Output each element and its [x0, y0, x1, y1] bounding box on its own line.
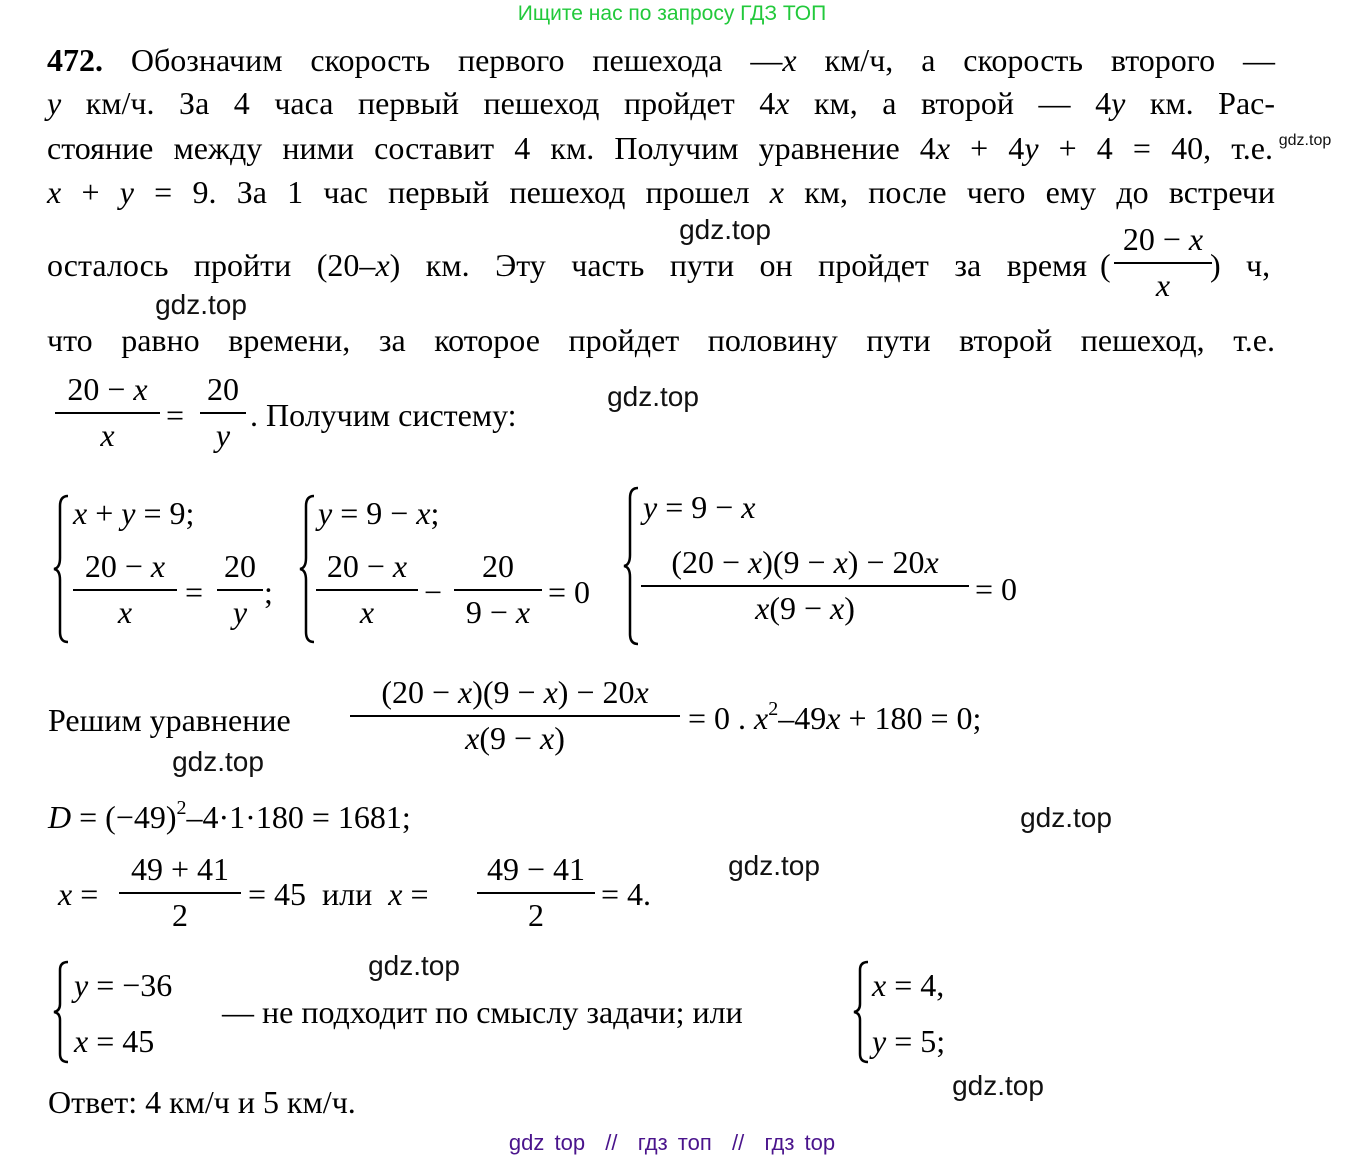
fraction [217, 549, 263, 629]
system2-row1 [318, 493, 439, 533]
text-line-3 [47, 128, 1273, 168]
answer: Ответ: 4 км/ч и 5 км/ч. [48, 1084, 356, 1120]
fraction-bar [454, 589, 542, 591]
text-segment: стояние между ними составит 4 км. Получим уравнение 4 [47, 130, 936, 166]
variable: D [48, 799, 72, 835]
text-segment: ) км. Эту часть пути он пройдет за время [389, 247, 1088, 283]
numerator [1121, 222, 1205, 256]
variable: x [458, 674, 473, 710]
variable: x [1155, 267, 1171, 303]
system1-row1 [73, 493, 194, 533]
fraction-right [200, 372, 246, 452]
fraction-bar [641, 585, 969, 587]
variable: y [121, 495, 136, 531]
text-line-6 [47, 320, 1275, 360]
variable: x [117, 594, 133, 630]
text-line-5 [47, 245, 1087, 285]
paren-open: ( [1100, 247, 1111, 283]
solve-label: Решим уравнение [48, 702, 291, 738]
variable: y [74, 967, 89, 1003]
denominator [466, 595, 530, 629]
variable: x [540, 720, 555, 756]
variable: y [318, 495, 333, 531]
variable: x [73, 495, 88, 531]
variable: y [1024, 130, 1039, 166]
problem-number: 472. [47, 42, 103, 78]
text-segment: км/ч. За 4 часа первый пешеход пройдет 4 [61, 85, 776, 121]
variable: x [58, 876, 73, 912]
fraction [454, 549, 542, 629]
quadratic-equation [688, 698, 981, 738]
text-segment: 9 − [465, 594, 516, 630]
denominator: 2 [172, 897, 188, 933]
equals-zero: = 0 [975, 571, 1018, 607]
minus-sign: − [424, 574, 443, 610]
text-segment: осталось пройти (20– [47, 247, 376, 283]
unit-hours: ч, [1246, 247, 1271, 283]
text-segment: ) − 20 [847, 544, 925, 580]
watermark: gdz.top [172, 746, 264, 777]
text-line-4 [47, 172, 1275, 212]
variable: x [924, 544, 939, 580]
text-segment: км/ч, а скорость второго — [796, 42, 1276, 78]
watermark: gdz.top [1278, 132, 1332, 149]
system5-row1 [872, 965, 944, 1005]
brace-icon [52, 494, 72, 644]
variable: x [830, 590, 845, 626]
fraction-bar [477, 892, 595, 894]
variable: x [754, 700, 769, 736]
brace-icon [852, 960, 872, 1064]
fraction-time [1114, 222, 1212, 302]
variable: x [100, 417, 115, 453]
text-segment: (20 − [671, 544, 749, 580]
text-segment: + [61, 174, 120, 210]
numerator: 20 [482, 548, 514, 584]
numerator [83, 549, 167, 583]
variable: y [232, 594, 248, 630]
fraction [316, 549, 418, 629]
system4-row2 [74, 1021, 154, 1061]
watermark: gdz.top [155, 289, 247, 320]
text: = [402, 876, 429, 912]
exponent: 2 [768, 698, 779, 720]
fraction [350, 675, 680, 755]
system4-row1 [74, 965, 172, 1005]
numerator [669, 545, 940, 579]
fraction-bar [200, 412, 246, 414]
watermark: gdz.top [728, 850, 820, 881]
text-segment: км, а второй — 4 [789, 85, 1112, 121]
text: –4·1·180 = 1681; [186, 799, 411, 835]
fraction [73, 549, 177, 629]
text-line-2 [47, 83, 1275, 123]
text-segment: (9 − [769, 590, 831, 626]
text-segment: км. Рас- [1125, 85, 1276, 121]
text-segment: )(9 − [762, 544, 834, 580]
fraction [119, 852, 241, 932]
discriminant-line [48, 797, 411, 837]
variable: x [74, 1023, 89, 1059]
equals-sign: = [185, 574, 204, 610]
watermark: gdz.top [952, 1070, 1044, 1101]
text-segment: = 9. За 1 час первый пешеход прошел [133, 174, 770, 210]
paren-close: ) [1210, 247, 1221, 283]
brace-icon [622, 486, 642, 646]
text-line-1 [47, 40, 1275, 80]
variable: x [748, 544, 763, 580]
text: = (−49) [71, 799, 177, 835]
fraction-bar [73, 589, 177, 591]
variable: x [375, 247, 390, 283]
text-segment: = 45 [88, 1023, 155, 1059]
text-segment: ) [844, 590, 855, 626]
fraction-left [55, 372, 160, 452]
text: = 45 или [248, 876, 389, 912]
denominator [360, 595, 374, 629]
fraction-bar [316, 589, 418, 591]
text-segment: = 9 − [657, 489, 742, 525]
system5-row2 [872, 1021, 945, 1061]
fraction-bar [217, 589, 263, 591]
variable: x [416, 495, 431, 531]
text-segment: 20 − [67, 371, 134, 407]
numerator: 20 [224, 548, 256, 584]
variable: x [833, 544, 848, 580]
fraction [477, 852, 595, 932]
rejection-note: — не подходит по смыслу задачи; или [222, 994, 743, 1030]
variable: x [1188, 221, 1204, 257]
watermark: gdz.top [1020, 802, 1112, 833]
denominator [755, 591, 855, 625]
text-segment: (20 − [381, 674, 459, 710]
variable: x [826, 700, 841, 736]
variable: x [150, 548, 166, 584]
text: = [72, 876, 99, 912]
text-segment: 20 − [84, 548, 151, 584]
variable: y [215, 417, 231, 453]
variable: y [1111, 85, 1126, 121]
text-segment: + [87, 495, 122, 531]
watermark: gdz.top [607, 381, 699, 412]
variable: y [119, 174, 134, 210]
text-segment: ; [430, 495, 440, 531]
text-segment: ) [554, 720, 565, 756]
system-intro: . Получим систему: [250, 397, 517, 433]
variable: x [47, 174, 62, 210]
text-segment: ) − 20 [557, 674, 635, 710]
variable: y [872, 1023, 887, 1059]
system3-row1 [643, 487, 756, 527]
fraction-bar [350, 715, 680, 717]
variable: x [755, 590, 770, 626]
variable: x [872, 967, 887, 1003]
fraction-bar [119, 892, 241, 894]
text: –49 [778, 700, 827, 736]
variable: x [133, 371, 148, 407]
fraction-bar [55, 412, 160, 414]
text-segment: (9 − [479, 720, 541, 756]
numerator: 49 + 41 [130, 851, 230, 887]
footer-links: gdz top // гдз топ // гдз top [508, 1130, 836, 1155]
text-segment: что равно времени, за которое пройдет половину пути второй пешеход, т.е. [47, 322, 1275, 358]
root1-lhs [58, 874, 98, 914]
text-segment: )(9 − [472, 674, 544, 710]
variable: x [465, 720, 480, 756]
text-segment: + 4 [950, 130, 1025, 166]
equals-zero: = 0 [548, 574, 591, 610]
variable: x [359, 594, 375, 630]
variable: x [515, 594, 531, 630]
watermark: gdz.top [679, 214, 771, 245]
exponent: 2 [176, 797, 187, 819]
denominator [465, 721, 565, 755]
brace-icon [52, 960, 72, 1064]
variable: x [741, 489, 756, 525]
fraction [641, 545, 969, 625]
numerator: 49 − 41 [486, 851, 586, 887]
text-segment: = 9 − [332, 495, 417, 531]
numerator [65, 372, 149, 406]
numerator [379, 675, 650, 709]
text-segment: Обозначим скорость первого пешехода — [103, 42, 783, 78]
numerator [325, 549, 409, 583]
root2-result: = 4. [601, 876, 652, 912]
text-segment: км, после чего ему до встречи [783, 174, 1276, 210]
variable: y [47, 85, 62, 121]
text-segment: 20 − [1122, 221, 1189, 257]
text-segment: = 4, [886, 967, 945, 1003]
variable: y [643, 489, 658, 525]
numerator: 20 [207, 371, 239, 407]
variable: x [392, 548, 408, 584]
denominator [118, 595, 132, 629]
variable: x [388, 876, 403, 912]
variable: x [782, 42, 797, 78]
brace-icon [298, 494, 318, 644]
root1-result [248, 874, 429, 914]
text-segment: = 9; [135, 495, 195, 531]
search-banner: Ищите нас по запросу ГДЗ ТОП [517, 2, 827, 25]
denominator [1156, 268, 1170, 302]
denominator: 2 [528, 897, 544, 933]
semicolon: ; [264, 574, 273, 610]
text-segment: = 5; [886, 1023, 946, 1059]
variable: x [634, 674, 649, 710]
denominator [233, 595, 247, 629]
text-segment: + 4 = 40, т.е. [1038, 130, 1274, 166]
text-segment: 20 − [326, 548, 393, 584]
text-segment: = −36 [88, 967, 173, 1003]
text: + 180 = 0; [840, 700, 982, 736]
equals-sign: = [166, 397, 185, 433]
variable: x [543, 674, 558, 710]
denominator [100, 418, 114, 452]
text: = 0 . [688, 700, 755, 736]
watermark: gdz.top [368, 950, 460, 981]
variable: x [935, 130, 951, 166]
variable: x [775, 85, 790, 121]
fraction-bar [1114, 262, 1212, 264]
variable: x [769, 174, 784, 210]
denominator [216, 418, 230, 452]
